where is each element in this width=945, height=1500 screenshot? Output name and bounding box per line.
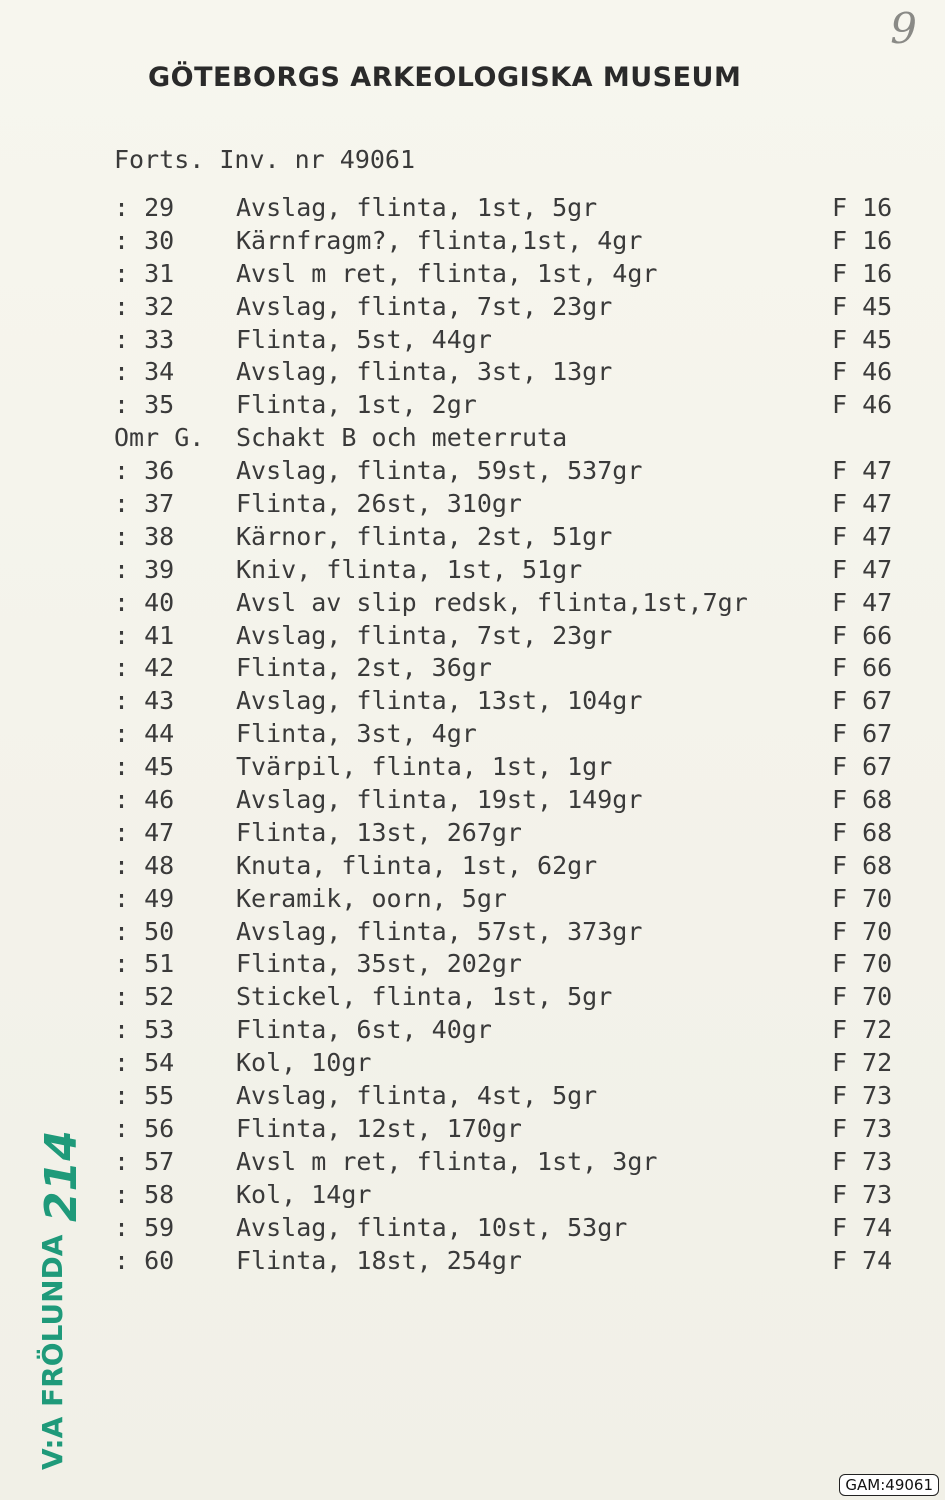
table-row — [114, 653, 914, 686]
entry-description: Avsl av slip redsk, flinta,1st,7gr — [236, 587, 748, 617]
entry-find-reference: F 16 — [832, 225, 893, 255]
table-row — [114, 588, 914, 621]
entry-number: : 53 — [114, 1015, 175, 1045]
table-row — [114, 1114, 914, 1147]
entry-number: : 57 — [114, 1146, 175, 1176]
entry-number: : 30 — [114, 225, 175, 255]
entry-find-reference: F 70 — [832, 949, 893, 979]
stamp-location-text: V:A FRÖLUNDA — [36, 1234, 69, 1470]
entry-description: Avslag, flinta, 59st, 537gr — [236, 456, 643, 486]
inventory-continuation-line: Forts. Inv. nr 49061 — [114, 145, 416, 174]
table-row — [114, 1048, 914, 1081]
entry-number: : 60 — [114, 1245, 175, 1275]
entry-number: : 51 — [114, 949, 175, 979]
museum-header: GÖTEBORGS ARKEOLOGISKA MUSEUM — [148, 62, 742, 93]
entry-find-reference: F 74 — [832, 1245, 893, 1275]
entry-find-reference: F 47 — [832, 456, 893, 486]
entry-find-reference: F 72 — [832, 1015, 893, 1045]
entry-description: Kärnor, flinta, 2st, 51gr — [236, 521, 613, 551]
table-row — [114, 456, 914, 489]
stamp-number: 214 — [36, 1130, 87, 1222]
table-row — [114, 390, 914, 423]
entry-number: : 48 — [114, 850, 175, 880]
entry-find-reference: F 45 — [832, 291, 893, 321]
entry-description: Avslag, flinta, 7st, 23gr — [236, 620, 613, 650]
entry-find-reference: F 67 — [832, 752, 893, 782]
entry-description: Avsl m ret, flinta, 1st, 4gr — [236, 258, 658, 288]
entry-number: : 33 — [114, 324, 175, 354]
entry-description: Schakt B och meterruta — [236, 423, 568, 453]
entry-number: : 29 — [114, 193, 175, 222]
entry-description: Kniv, flinta, 1st, 51gr — [236, 554, 583, 584]
entry-find-reference: F 66 — [832, 653, 893, 683]
entry-find-reference: F 70 — [832, 883, 893, 913]
table-row — [114, 752, 914, 785]
entry-number: : 37 — [114, 489, 175, 519]
entry-number: : 56 — [114, 1113, 175, 1143]
entry-number: : 54 — [114, 1048, 175, 1078]
entry-find-reference: F 45 — [832, 324, 893, 354]
table-row — [114, 226, 914, 259]
entry-description: Flinta, 3st, 4gr — [236, 719, 477, 749]
entry-description: Flinta, 13st, 267gr — [236, 817, 522, 847]
entry-find-reference: F 67 — [832, 719, 893, 749]
entry-number: : 45 — [114, 752, 175, 782]
table-row — [114, 555, 914, 588]
table-row — [114, 259, 914, 292]
table-row — [114, 621, 914, 654]
entry-find-reference: F 16 — [832, 193, 893, 222]
entry-description: Flinta, 18st, 254gr — [236, 1245, 522, 1275]
entry-find-reference: F 46 — [832, 357, 893, 387]
entry-number: : 46 — [114, 785, 175, 815]
entry-description: Avslag, flinta, 10st, 53gr — [236, 1212, 628, 1242]
entry-find-reference: F 16 — [832, 258, 893, 288]
table-row — [114, 818, 914, 851]
entry-find-reference: F 68 — [832, 785, 893, 815]
table-row — [114, 357, 914, 390]
table-row — [114, 292, 914, 325]
entry-find-reference: F 73 — [832, 1179, 893, 1209]
entry-number: : 44 — [114, 719, 175, 749]
table-row — [114, 522, 914, 555]
entry-description: Tvärpil, flinta, 1st, 1gr — [236, 752, 613, 782]
entry-find-reference: F 70 — [832, 916, 893, 946]
entry-number: : 49 — [114, 883, 175, 913]
entry-description: Knuta, flinta, 1st, 62gr — [236, 850, 598, 880]
entry-description: Flinta, 6st, 40gr — [236, 1015, 492, 1045]
entry-find-reference: F 47 — [832, 521, 893, 551]
section-heading-row — [114, 423, 914, 456]
table-row — [114, 719, 914, 752]
table-row — [114, 325, 914, 358]
entry-number: : 43 — [114, 686, 175, 716]
entry-find-reference: F 47 — [832, 489, 893, 519]
entry-find-reference: F 46 — [832, 390, 893, 420]
table-row — [114, 917, 914, 950]
entry-number: : 31 — [114, 258, 175, 288]
entry-number: : 55 — [114, 1081, 175, 1111]
entry-description: Avslag, flinta, 3st, 13gr — [236, 357, 613, 387]
inventory-entry-list — [114, 193, 914, 1278]
table-row — [114, 982, 914, 1015]
entry-description: Flinta, 35st, 202gr — [236, 949, 522, 979]
entry-number: : 41 — [114, 620, 175, 650]
archive-id-label: GAM:49061 — [839, 1474, 939, 1496]
table-row — [114, 1147, 914, 1180]
entry-number: : 35 — [114, 390, 175, 420]
entry-number: : 32 — [114, 291, 175, 321]
table-row — [114, 851, 914, 884]
entry-description: Avsl m ret, flinta, 1st, 3gr — [236, 1146, 658, 1176]
entry-description: Avslag, flinta, 13st, 104gr — [236, 686, 643, 716]
entry-find-reference: F 73 — [832, 1146, 893, 1176]
entry-description: Avslag, flinta, 57st, 373gr — [236, 916, 643, 946]
table-row — [114, 193, 914, 226]
entry-description: Flinta, 2st, 36gr — [236, 653, 492, 683]
table-row — [114, 884, 914, 917]
entry-description: Flinta, 12st, 170gr — [236, 1113, 522, 1143]
entry-description: Kol, 14gr — [236, 1179, 372, 1209]
entry-description: Keramik, oorn, 5gr — [236, 883, 507, 913]
entry-description: Avslag, flinta, 19st, 149gr — [236, 785, 643, 815]
entry-find-reference: F 47 — [832, 554, 893, 584]
entry-number: : 38 — [114, 521, 175, 551]
entry-find-reference: F 70 — [832, 982, 893, 1012]
table-row — [114, 489, 914, 522]
entry-number: : 34 — [114, 357, 175, 387]
entry-number: : 42 — [114, 653, 175, 683]
table-row — [114, 949, 914, 982]
entry-find-reference: F 47 — [832, 587, 893, 617]
table-row — [114, 686, 914, 719]
entry-description: Kärnfragm?, flinta,1st, 4gr — [236, 225, 643, 255]
location-stamp — [30, 1110, 90, 1470]
entry-number: Omr G. — [114, 423, 205, 453]
entry-description: Flinta, 1st, 2gr — [236, 390, 477, 420]
entry-number: : 59 — [114, 1212, 175, 1242]
entry-find-reference: F 74 — [832, 1212, 893, 1242]
entry-find-reference: F 68 — [832, 850, 893, 880]
table-row — [114, 1081, 914, 1114]
entry-number: : 47 — [114, 817, 175, 847]
entry-find-reference: F 73 — [832, 1113, 893, 1143]
handwritten-page-number: 9 — [890, 4, 917, 53]
table-row — [114, 1246, 914, 1279]
entry-description: Kol, 10gr — [236, 1048, 372, 1078]
entry-description: Avslag, flinta, 1st, 5gr — [236, 193, 598, 222]
entry-number: : 50 — [114, 916, 175, 946]
entry-number: : 40 — [114, 587, 175, 617]
entry-find-reference: F 66 — [832, 620, 893, 650]
entry-find-reference: F 72 — [832, 1048, 893, 1078]
table-row — [114, 1015, 914, 1048]
table-row — [114, 1180, 914, 1213]
entry-find-reference: F 67 — [832, 686, 893, 716]
entry-find-reference: F 68 — [832, 817, 893, 847]
entry-number: : 36 — [114, 456, 175, 486]
entry-number: : 58 — [114, 1179, 175, 1209]
entry-description: Avslag, flinta, 7st, 23gr — [236, 291, 613, 321]
entry-find-reference: F 73 — [832, 1081, 893, 1111]
entry-description: Stickel, flinta, 1st, 5gr — [236, 982, 613, 1012]
table-row — [114, 785, 914, 818]
entry-description: Flinta, 26st, 310gr — [236, 489, 522, 519]
entry-number: : 52 — [114, 982, 175, 1012]
entry-number: : 39 — [114, 554, 175, 584]
entry-description: Avslag, flinta, 4st, 5gr — [236, 1081, 598, 1111]
entry-description: Flinta, 5st, 44gr — [236, 324, 492, 354]
table-row — [114, 1213, 914, 1246]
